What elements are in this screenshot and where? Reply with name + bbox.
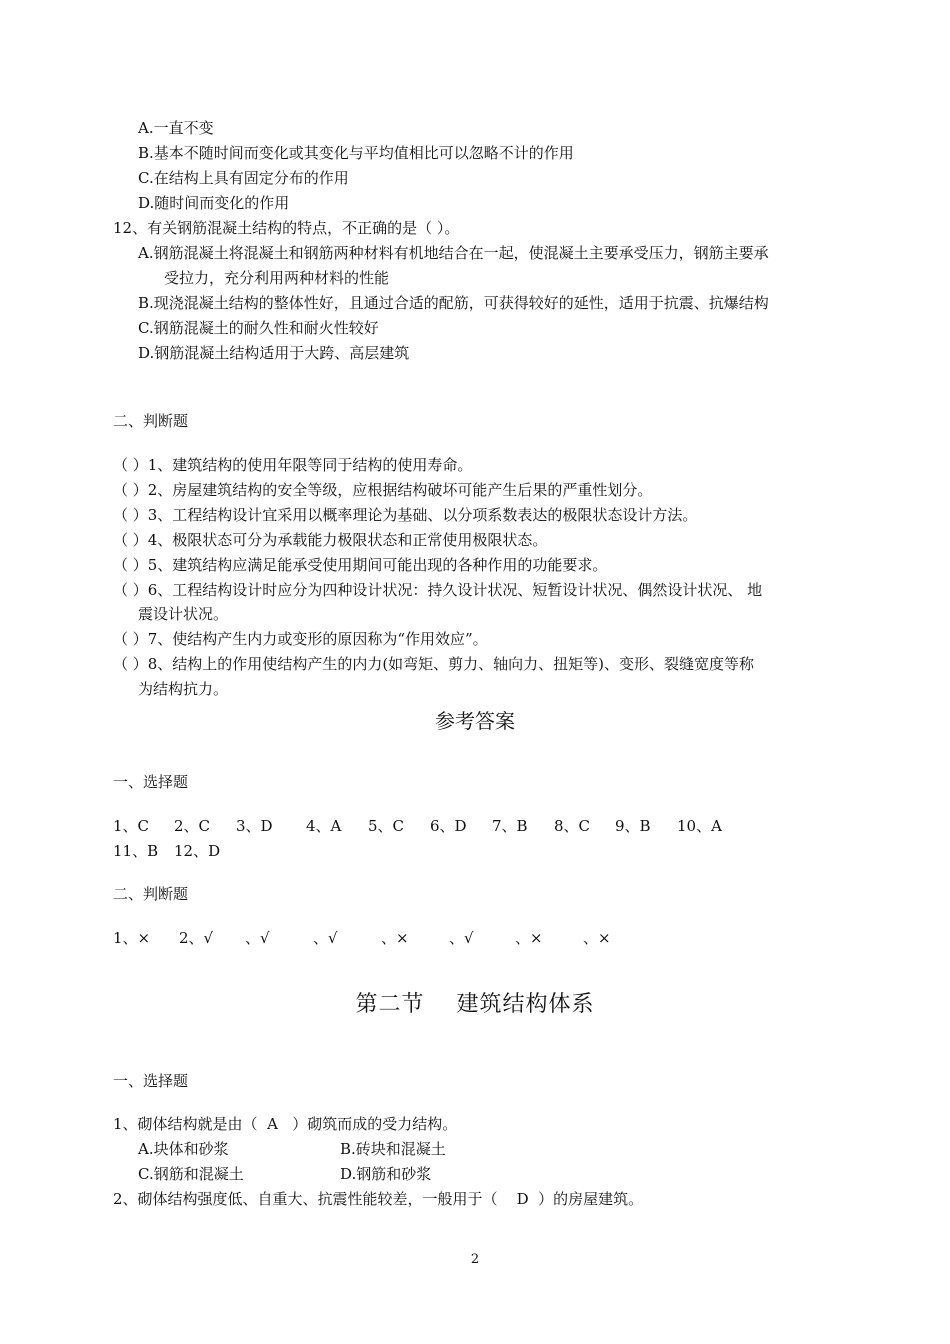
judge-item-8-line1: （ ）8、结构上的作用使结构产生的内力(如弯矩、剪力、轴向力、扭矩等)、变形、裂缝宽度等称: [113, 655, 755, 673]
answers-judge-heading: 二、判断题: [113, 885, 189, 903]
answer-item: 7、B: [492, 817, 528, 835]
s2-q1-option-c: C.钢筋和混凝土: [138, 1165, 244, 1183]
answer-item: 1、C: [113, 817, 150, 835]
q11-option-a: A.一直不变: [138, 119, 214, 137]
answer-item: 、×: [583, 929, 611, 947]
answer-item: 9、B: [615, 817, 651, 835]
answer-item: 、×: [381, 929, 409, 947]
answers-title: 参考答案: [435, 709, 515, 733]
answer-item: 10、A: [677, 817, 722, 835]
answer-item: 、×: [515, 929, 543, 947]
answer-item: 11、B: [113, 842, 159, 860]
answer-item: 2、√: [179, 929, 214, 947]
answer-item: 6、D: [430, 817, 467, 835]
answer-item: 、√: [449, 929, 474, 947]
q11-option-b: B.基本不随时间而变化或其变化与平均值相比可以忽略不计的作用: [138, 144, 574, 162]
answers-choice-heading: 一、选择题: [113, 773, 189, 791]
answer-item: 3、D: [236, 817, 273, 835]
judge-item-8-line2: 为结构抗力。: [138, 680, 229, 698]
section-title: 第二节 建筑结构体系: [355, 992, 595, 1017]
answer-item: 2、C: [174, 817, 211, 835]
s2-q1-stem: 1、砌体结构就是由（ A ）砌筑而成的受力结构。: [113, 1115, 458, 1133]
s2-q1-option-a: A.块体和砂浆: [138, 1140, 229, 1158]
judge-item-2: （ ）2、房屋建筑结构的安全等级，应根据结构破坏可能产生后果的严重性划分。: [113, 481, 653, 499]
judge-item-6-line2: 震设计状况。: [138, 605, 229, 623]
q11-option-d: D.随时间而变化的作用: [138, 194, 290, 212]
judge-item-4: （ ）4、极限状态可分为承载能力极限状态和正常使用极限状态。: [113, 531, 548, 549]
judge-item-5: （ ）5、建筑结构应满足能承受使用期间可能出现的各种作用的功能要求。: [113, 556, 608, 574]
q12-option-c: C.钢筋混凝土的耐久性和耐火性较好: [138, 319, 379, 337]
judge-item-7: （ ）7、使结构产生内力或变形的原因称为“作用效应”。: [113, 630, 488, 648]
answer-item: 8、C: [554, 817, 591, 835]
q12-option-d: D.钢筋混凝土结构适用于大跨、高层建筑: [138, 344, 410, 362]
q12-option-a-line2: 受拉力，充分利用两种材料的性能: [164, 269, 390, 287]
judge-item-1: （ ）1、建筑结构的使用年限等同于结构的使用寿命。: [113, 456, 473, 474]
answer-item: 、√: [245, 929, 270, 947]
answer-item: 12、D: [174, 842, 221, 860]
q11-option-c: C.在结构上具有固定分布的作用: [138, 169, 349, 187]
answers-judge-row: [0, 928, 950, 948]
answer-item: 5、C: [368, 817, 405, 835]
judge-item-6-line1: （ ）6、工程结构设计时应分为四种设计状况：持久设计状况、短暂设计状况、偶然设计状况、 地: [113, 581, 763, 599]
answer-item: 、√: [313, 929, 338, 947]
q12-stem: 12、有关钢筋混凝土结构的特点，不正确的是（ ）。: [113, 219, 460, 237]
judge-heading: 二、判断题: [113, 412, 189, 430]
s2-q1-option-b: B.砖块和混凝土: [340, 1140, 446, 1158]
answers-choice-row-1: [0, 816, 950, 836]
s2-q2-stem: 2、砌体结构强度低、自重大、抗震性能较差，一般用于（ D ）的房屋建筑。: [113, 1190, 644, 1208]
judge-item-3: （ ）3、工程结构设计宜采用以概率理论为基础、以分项系数表达的极限状态设计方法。: [113, 506, 698, 524]
answers-choice-row-2: [0, 841, 950, 861]
answer-item: 1、×: [113, 929, 151, 947]
section2-heading: 一、选择题: [113, 1072, 189, 1090]
answer-item: 4、A: [306, 817, 342, 835]
q12-option-b: B.现浇混凝土结构的整体性好，且通过合适的配筋，可获得较好的延性，适用于抗震、抗爆结构: [138, 294, 769, 312]
page-number: 2: [470, 1252, 480, 1267]
s2-q1-option-d: D.钢筋和砂浆: [340, 1165, 432, 1183]
q12-option-a-line1: A.钢筋混凝土将混凝土和钢筋两种材料有机地结合在一起，使混凝土主要承受压力，钢筋主要承: [138, 244, 769, 262]
